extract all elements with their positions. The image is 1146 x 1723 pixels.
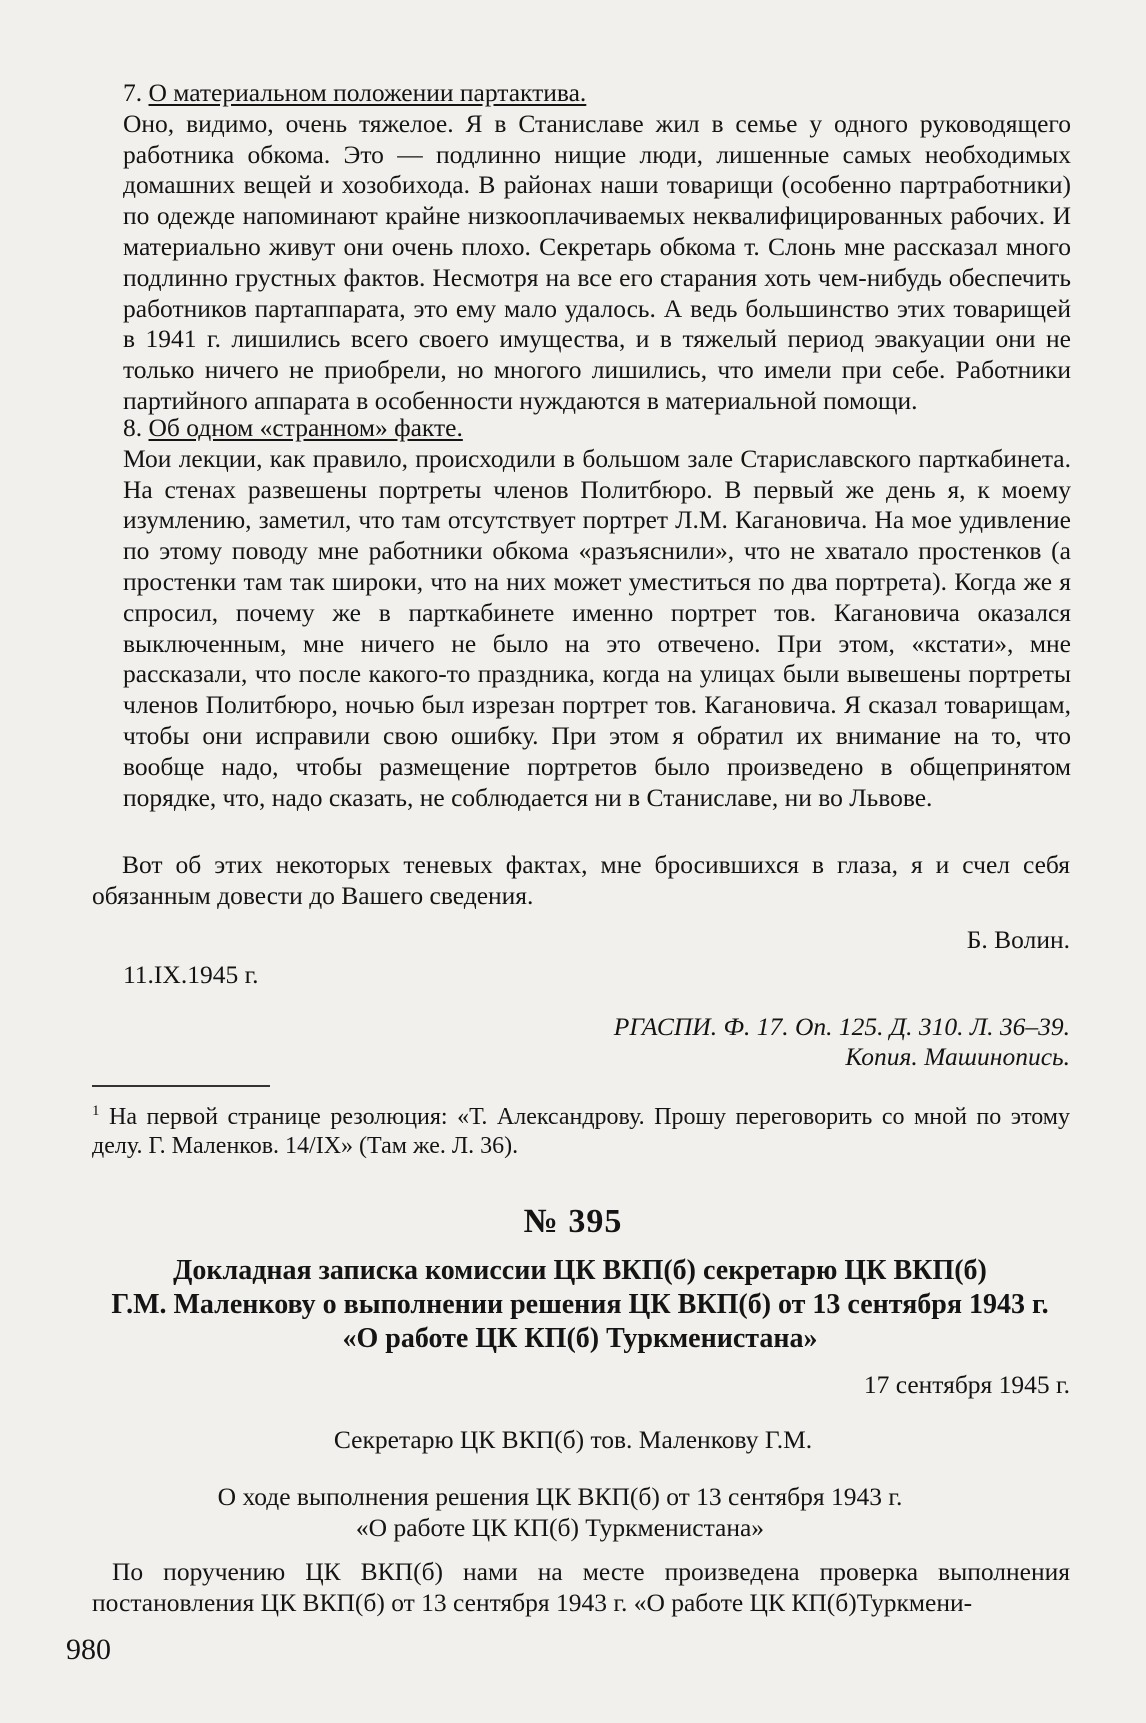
page-number: 980 (66, 1633, 111, 1666)
closing-block (92, 850, 1070, 912)
addressee: Секретарю ЦК ВКП(б) тов. Маленкову Г.М. (333, 1425, 813, 1454)
section-8-paragraph: Мои лекции, как правило, происходили в большом зале Стариславского парткабинета. На стенах развешены портреты членов Политбюро. В первый же день я, к моему изумлению, заметил, что там отсутствует портрет Л.М. Кагановича. На мое удивление по этому поводу мне работники обкома «разъяснили», что не хватало простенков (а простенки там так широки, что на них может уместиться по два портрета). Когда же я спросил, почему же в парткабинете именно портрет тов. Кагановича оказался выключенным, мне ничего не было на это отвечено. При этом, «кстати», мне рассказали, что после какого-то праздника, когда на улицах были вывешены портреты членов Политбюро, ночью был изрезан портрет тов. Кагановича. Я сказал товарищам, чтобы они исправили свою ошибку. При этом я обратил их внимание на то, что вообще надо, чтобы размещение портретов было произведено в общепринятом порядке, что, надо сказать, не соблюдается ни в Станиславе, ни во Львове. (123, 443, 1071, 812)
document-paragraph: По поручению ЦК ВКП(б) нами на месте произведена проверка выполнения постановления ЦК ВКП(б) от 13 сентября 1943 г. «О работе ЦК КП(б)Туркмени- (92, 1557, 1070, 1617)
letter-date: 11.IX.1945 г. (123, 960, 259, 989)
footnote-divider (92, 1085, 270, 1087)
section-8 (123, 413, 1071, 813)
document-title-line-1: Докладная записка комиссии ЦК ВКП(б) секретарю ЦК ВКП(б) (173, 1255, 987, 1286)
document-body (92, 1557, 1070, 1619)
document-title-line-3: «О работе ЦК КП(б) Туркменистана» (342, 1323, 818, 1354)
document-date: 17 сентября 1945 г. (863, 1370, 1070, 1399)
section-7-paragraph: Оно, видимо, очень тяжелое. Я в Станиславе жил в семье у одного руководящего работника обкома. Это — подлинно нищие люди, лишенные самых необходимых домашних вещей и хозобихода. В районах наши товарищи (особенно партработники) по одежде напоминают крайне низкооплачиваемых неквалифицированных рабочих. И материально живут они очень плохо. Секретарь обкома т. Слонь мне рассказал много подлинно грустных фактов. Несмотря на все его старания хоть чем-нибудь обеспечить работников партаппарата, это ему мало удалось. А ведь большинство этих товарищей в 1941 г. лишились всего своего имущества, и в тяжелый период эвакуации они не только ничего не приобрели, но многого лишились, что имели при себе. Работники партийного аппарата в особенности нуждаются в материальной помощи. (123, 108, 1071, 415)
closing-paragraph: Вот об этих некоторых теневых фактах, мне бросившихся в глаза, я и счел себя обязанным довести до Вашего сведения. (92, 850, 1070, 910)
section-8-number: 8. (123, 413, 143, 442)
document-title (90, 1254, 1070, 1356)
section-8-heading (123, 413, 1071, 444)
signature: Б. Волин. (966, 925, 1070, 954)
subject (60, 1482, 1060, 1544)
section-8-title: Об одном «странном» факте. (148, 413, 463, 442)
archive-reference: РГАСПИ. Ф. 17. Оп. 125. Д. 310. Л. 36–39. (613, 1012, 1070, 1041)
document-number: № 395 (523, 1203, 623, 1240)
section-7 (123, 78, 1071, 417)
footnote-text: На первой странице резолюция: «Т. Александрову. Прошу переговорить со мной по этому делу. Г. Маленков. 14/IX» (Там же. Л. 36). (92, 1104, 1070, 1159)
archive-note: Копия. Машинопись. (845, 1042, 1070, 1071)
footnote-mark: 1 (92, 1103, 100, 1119)
section-7-title: О материальном положении партактива. (148, 78, 587, 107)
section-7-number: 7. (123, 78, 143, 107)
section-7-heading (123, 78, 1071, 109)
footnote (92, 1097, 1070, 1161)
subject-line-2: «О работе ЦК КП(б) Туркменистана» (355, 1512, 765, 1542)
subject-line-1: О ходе выполнения решения ЦК ВКП(б) от 13 сентября 1943 г. (217, 1482, 903, 1511)
document-title-line-2: Г.М. Маленкову о выполнении решения ЦК ВКП(б) от 13 сентября 1943 г. (111, 1289, 1049, 1320)
